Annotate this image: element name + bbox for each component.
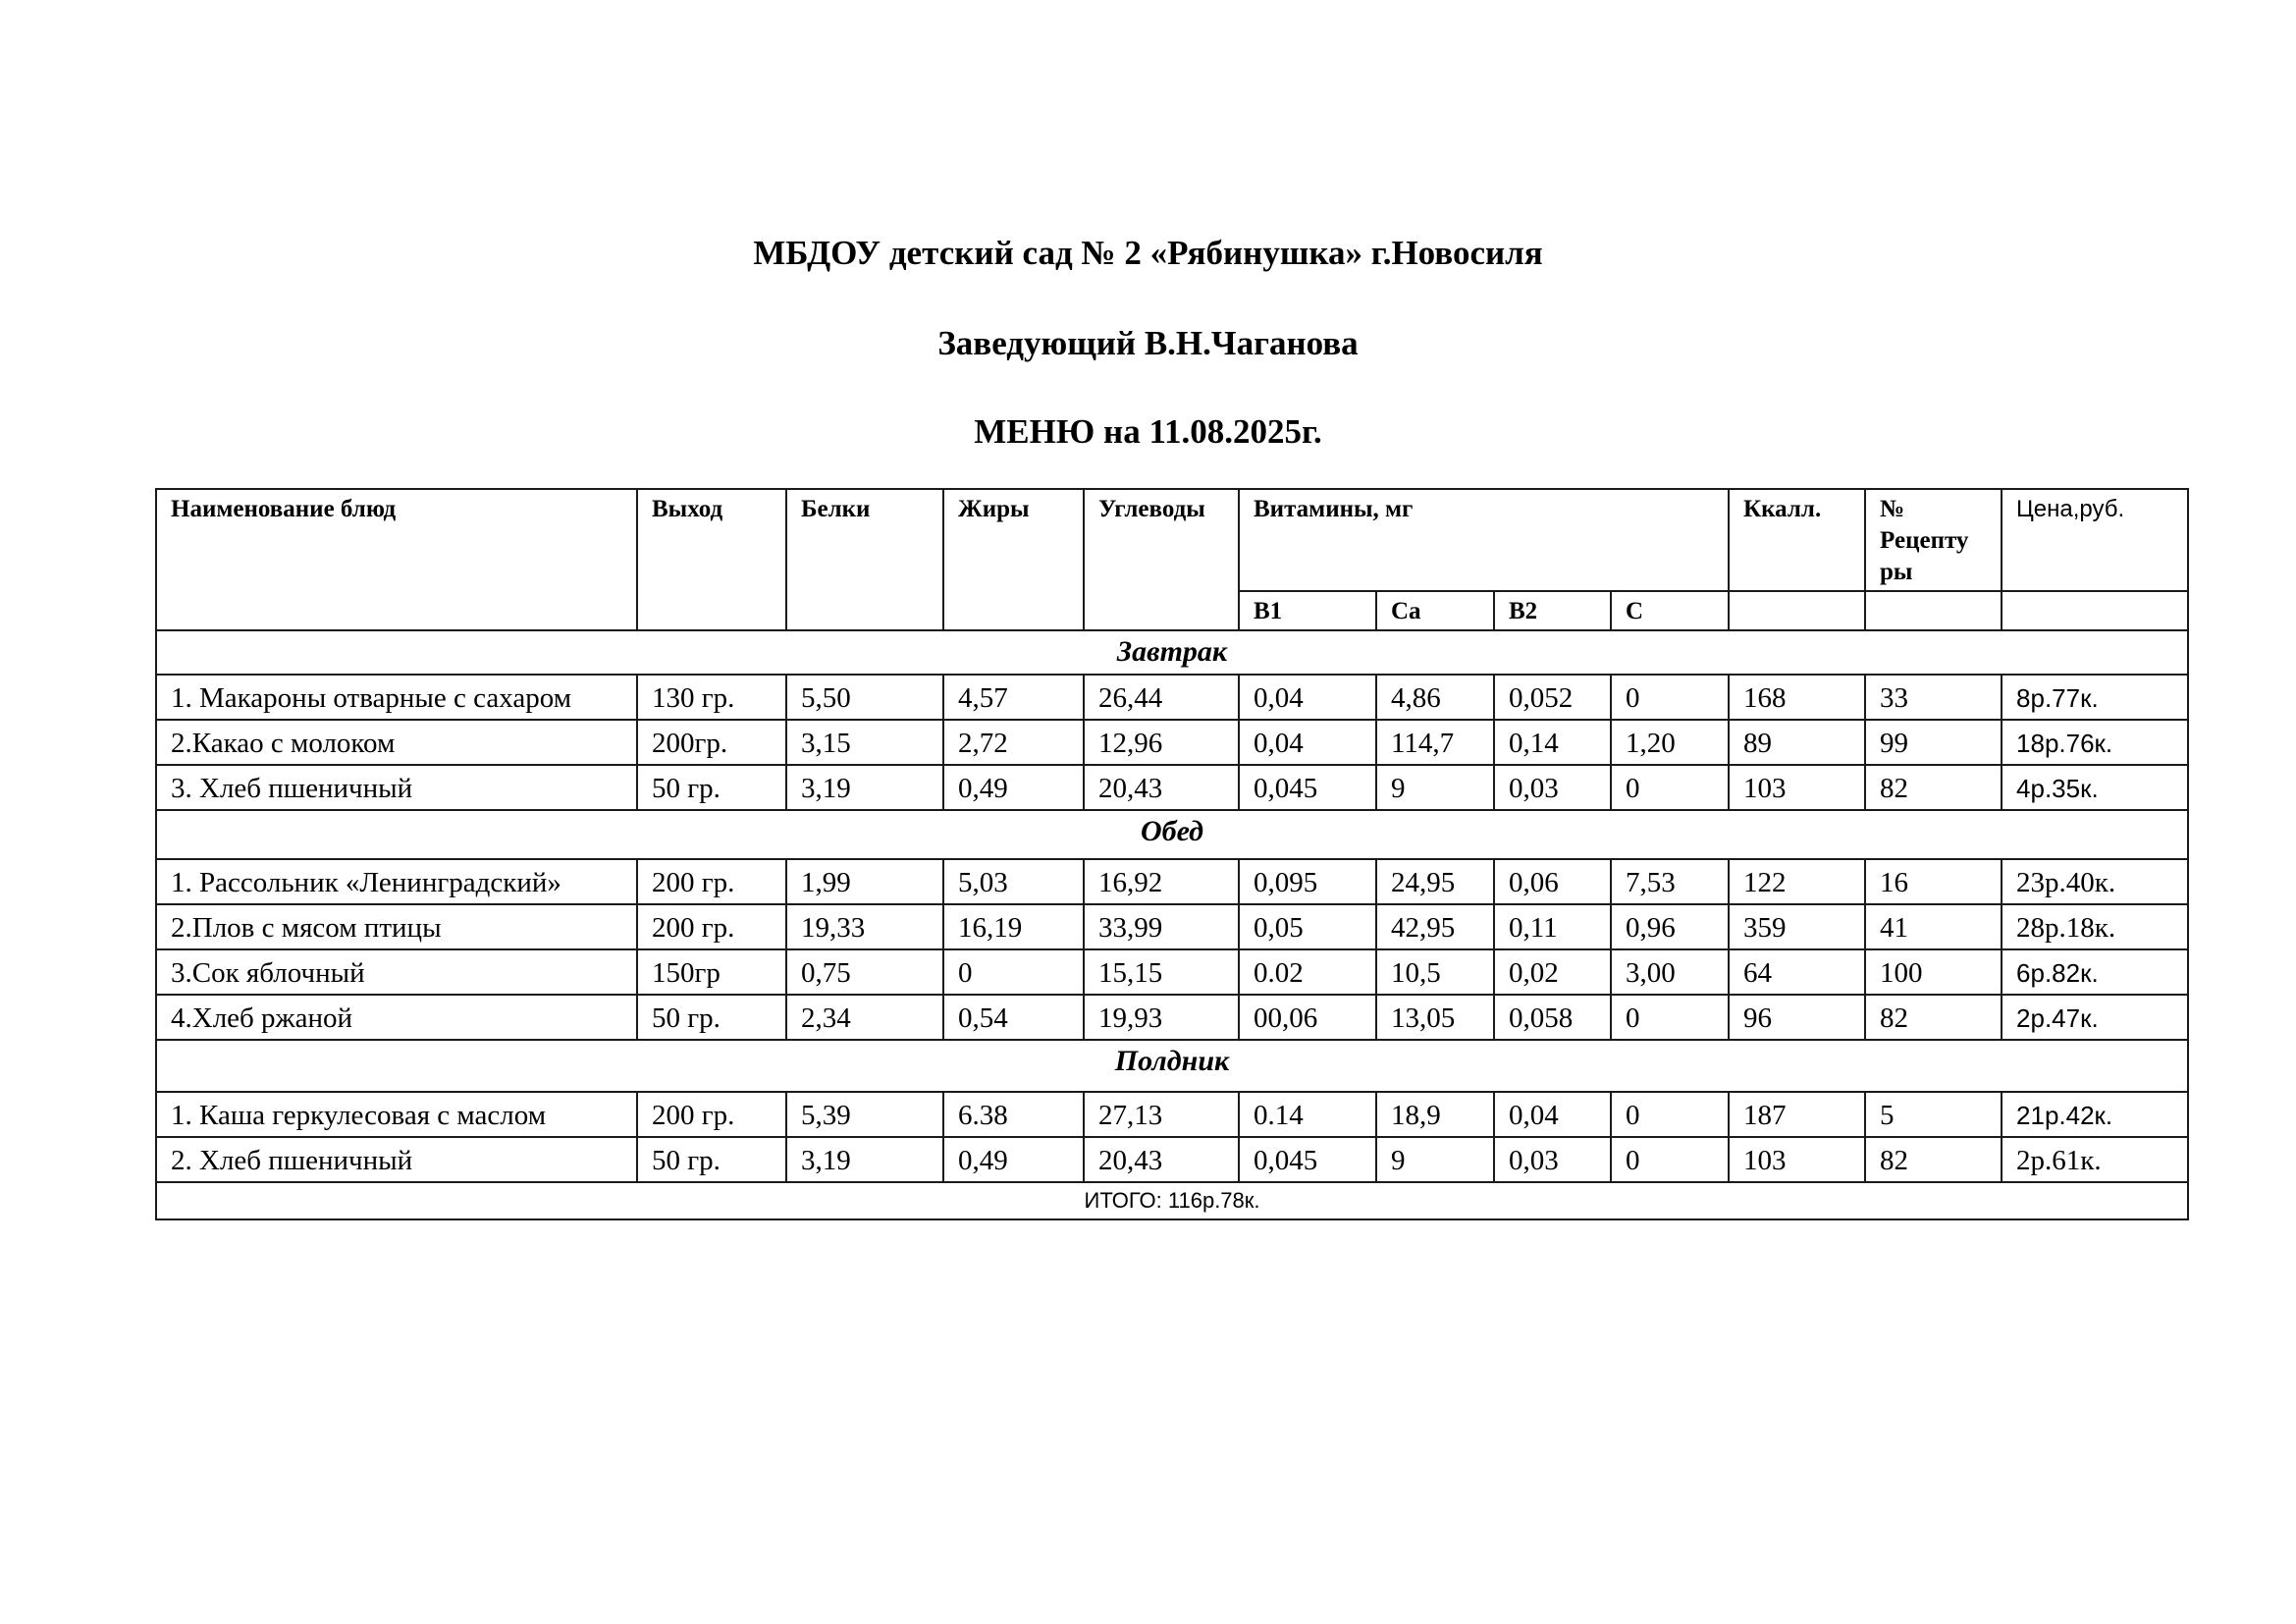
table-row: [156, 675, 2188, 720]
cell-b2: 0,03: [1494, 1137, 1611, 1182]
cell-b1: 0,095: [1239, 859, 1376, 904]
cell-name: 1. Рассольник «Ленинградский»: [156, 859, 637, 904]
cell-yield: 150гр: [637, 949, 786, 995]
cell-kcal: 187: [1729, 1092, 1865, 1137]
cell-carbs: 19,93: [1084, 995, 1239, 1040]
table-header-row: [156, 489, 2188, 591]
section-title: Полдник: [156, 1040, 2188, 1092]
cell-fat: 6.38: [943, 1092, 1084, 1137]
cell-recipe: 82: [1865, 995, 2002, 1040]
cell-fat: 0,49: [943, 1137, 1084, 1182]
cell-b1: 00,06: [1239, 995, 1376, 1040]
cell-kcal: 103: [1729, 765, 1865, 810]
cell-yield: 50 гр.: [637, 1137, 786, 1182]
cell-b2: 0,06: [1494, 859, 1611, 904]
cell-carbs: 27,13: [1084, 1092, 1239, 1137]
cell-yield: 50 гр.: [637, 765, 786, 810]
cell-ca: 18,9: [1376, 1092, 1494, 1137]
cell-b1: 0,04: [1239, 720, 1376, 765]
cell-recipe: 33: [1865, 675, 2002, 720]
cell-protein: 3,15: [786, 720, 943, 765]
cell-b2: 0,052: [1494, 675, 1611, 720]
table-row: [156, 904, 2188, 949]
cell-price: 4р.35к.: [2002, 765, 2188, 810]
cell-protein: 5,39: [786, 1092, 943, 1137]
table-row: [156, 1137, 2188, 1182]
cell-recipe: 5: [1865, 1092, 2002, 1137]
col-header-name: Наименование блюд: [156, 489, 637, 630]
cell-c: 0: [1611, 1137, 1729, 1182]
col-header-vitamins: Витамины, мг: [1239, 489, 1729, 591]
cell-fat: 0,49: [943, 765, 1084, 810]
cell-protein: 0,75: [786, 949, 943, 995]
col-header-fat: Жиры: [943, 489, 1084, 630]
cell-yield: 200 гр.: [637, 1092, 786, 1137]
cell-b1: 0.02: [1239, 949, 1376, 995]
cell-name: 1. Макароны отварные с сахаром: [156, 675, 637, 720]
cell-kcal: 103: [1729, 1137, 1865, 1182]
cell-name: 3.Сок яблочный: [156, 949, 637, 995]
cell-kcal: 359: [1729, 904, 1865, 949]
section-row: [156, 630, 2188, 675]
cell-b1: 0,045: [1239, 765, 1376, 810]
menu-table: [155, 488, 2189, 1220]
cell-b2: 0,14: [1494, 720, 1611, 765]
table-row: [156, 720, 2188, 765]
director-line: Заведующий В.Н.Чаганова: [937, 324, 1359, 362]
cell-b1: 0.14: [1239, 1092, 1376, 1137]
cell-fat: 2,72: [943, 720, 1084, 765]
col-header-b1: B1: [1239, 591, 1376, 630]
col-header-ca: Ca: [1376, 591, 1494, 630]
cell-kcal: 122: [1729, 859, 1865, 904]
col-header-price: Цена,руб.: [2002, 489, 2188, 591]
cell-c: 1,20: [1611, 720, 1729, 765]
cell-b1: 0,05: [1239, 904, 1376, 949]
cell-kcal: 168: [1729, 675, 1865, 720]
cell-ca: 9: [1376, 1137, 1494, 1182]
cell-c: 0: [1611, 765, 1729, 810]
cell-b2: 0,02: [1494, 949, 1611, 995]
cell-recipe: 82: [1865, 1137, 2002, 1182]
cell-name: 1. Каша геркулесовая с маслом: [156, 1092, 637, 1137]
col-header-kcal: Ккалл.: [1729, 489, 1865, 591]
cell-kcal: 64: [1729, 949, 1865, 995]
cell-carbs: 15,15: [1084, 949, 1239, 995]
cell-kcal: 96: [1729, 995, 1865, 1040]
cell-c: 0: [1611, 675, 1729, 720]
table-row: [156, 859, 2188, 904]
col-header-yield: Выход: [637, 489, 786, 630]
cell-ca: 24,95: [1376, 859, 1494, 904]
cell-b2: 0,11: [1494, 904, 1611, 949]
cell-name: 3. Хлеб пшеничный: [156, 765, 637, 810]
cell-yield: 50 гр.: [637, 995, 786, 1040]
table-row: [156, 1092, 2188, 1137]
cell-protein: 3,19: [786, 1137, 943, 1182]
cell-carbs: 33,99: [1084, 904, 1239, 949]
section-row: [156, 1040, 2188, 1092]
cell-name: 4.Хлеб ржаной: [156, 995, 637, 1040]
cell-kcal: 89: [1729, 720, 1865, 765]
cell-yield: 200гр.: [637, 720, 786, 765]
cell-price: 21р.42к.: [2002, 1092, 2188, 1137]
cell-fat: 16,19: [943, 904, 1084, 949]
cell-recipe: 41: [1865, 904, 2002, 949]
cell-b1: 0,045: [1239, 1137, 1376, 1182]
cell-fat: 5,03: [943, 859, 1084, 904]
cell-protein: 5,50: [786, 675, 943, 720]
cell-price: 6р.82к.: [2002, 949, 2188, 995]
total-row: [156, 1182, 2188, 1219]
col-header-protein: Белки: [786, 489, 943, 630]
cell-carbs: 20,43: [1084, 765, 1239, 810]
cell-ca: 42,95: [1376, 904, 1494, 949]
cell-recipe: 99: [1865, 720, 2002, 765]
cell-b2: 0,04: [1494, 1092, 1611, 1137]
menu-title: МЕНЮ на 11.08.2025г.: [974, 412, 1322, 451]
organization-title: МБДОУ детский сад № 2 «Рябинушка» г.Новосиля: [753, 234, 1543, 272]
cell-ca: 4,86: [1376, 675, 1494, 720]
cell-ca: 114,7: [1376, 720, 1494, 765]
cell-carbs: 16,92: [1084, 859, 1239, 904]
col-header-c: C: [1611, 591, 1729, 630]
cell-price: 2р.47к.: [2002, 995, 2188, 1040]
cell-ca: 10,5: [1376, 949, 1494, 995]
cell-price: 23р.40к.: [2002, 859, 2188, 904]
col-header-carbs: Углеводы: [1084, 489, 1239, 630]
col-header-recipe: № Рецепту ры: [1865, 489, 2002, 591]
table-row: [156, 995, 2188, 1040]
section-row: [156, 810, 2188, 859]
cell-recipe: 100: [1865, 949, 2002, 995]
cell-recipe: 16: [1865, 859, 2002, 904]
section-title: Завтрак: [156, 630, 2188, 675]
cell-fat: 0: [943, 949, 1084, 995]
cell-protein: 2,34: [786, 995, 943, 1040]
cell-carbs: 20,43: [1084, 1137, 1239, 1182]
cell-c: 0,96: [1611, 904, 1729, 949]
cell-price: 2р.61к.: [2002, 1137, 2188, 1182]
cell-fat: 4,57: [943, 675, 1084, 720]
cell-name: 2.Какао с молоком: [156, 720, 637, 765]
cell-name: 2. Хлеб пшеничный: [156, 1137, 637, 1182]
cell-c: 0: [1611, 995, 1729, 1040]
empty-cell: [1865, 591, 2002, 630]
cell-ca: 13,05: [1376, 995, 1494, 1040]
cell-b2: 0,058: [1494, 995, 1611, 1040]
table-row: [156, 949, 2188, 995]
cell-b1: 0,04: [1239, 675, 1376, 720]
total-value: ИТОГО: 116р.78к.: [156, 1182, 2188, 1219]
cell-ca: 9: [1376, 765, 1494, 810]
cell-price: 8р.77к.: [2002, 675, 2188, 720]
table-row: [156, 765, 2188, 810]
cell-b2: 0,03: [1494, 765, 1611, 810]
section-title: Обед: [156, 810, 2188, 859]
cell-yield: 200 гр.: [637, 904, 786, 949]
cell-name: 2.Плов с мясом птицы: [156, 904, 637, 949]
cell-protein: 1,99: [786, 859, 943, 904]
cell-recipe: 82: [1865, 765, 2002, 810]
cell-carbs: 12,96: [1084, 720, 1239, 765]
cell-carbs: 26,44: [1084, 675, 1239, 720]
cell-yield: 130 гр.: [637, 675, 786, 720]
cell-protein: 3,19: [786, 765, 943, 810]
empty-cell: [2002, 591, 2188, 630]
cell-price: 28р.18к.: [2002, 904, 2188, 949]
cell-c: 7,53: [1611, 859, 1729, 904]
empty-cell: [1729, 591, 1865, 630]
cell-fat: 0,54: [943, 995, 1084, 1040]
cell-protein: 19,33: [786, 904, 943, 949]
cell-c: 0: [1611, 1092, 1729, 1137]
cell-price: 18р.76к.: [2002, 720, 2188, 765]
cell-c: 3,00: [1611, 949, 1729, 995]
col-header-b2: B2: [1494, 591, 1611, 630]
cell-yield: 200 гр.: [637, 859, 786, 904]
